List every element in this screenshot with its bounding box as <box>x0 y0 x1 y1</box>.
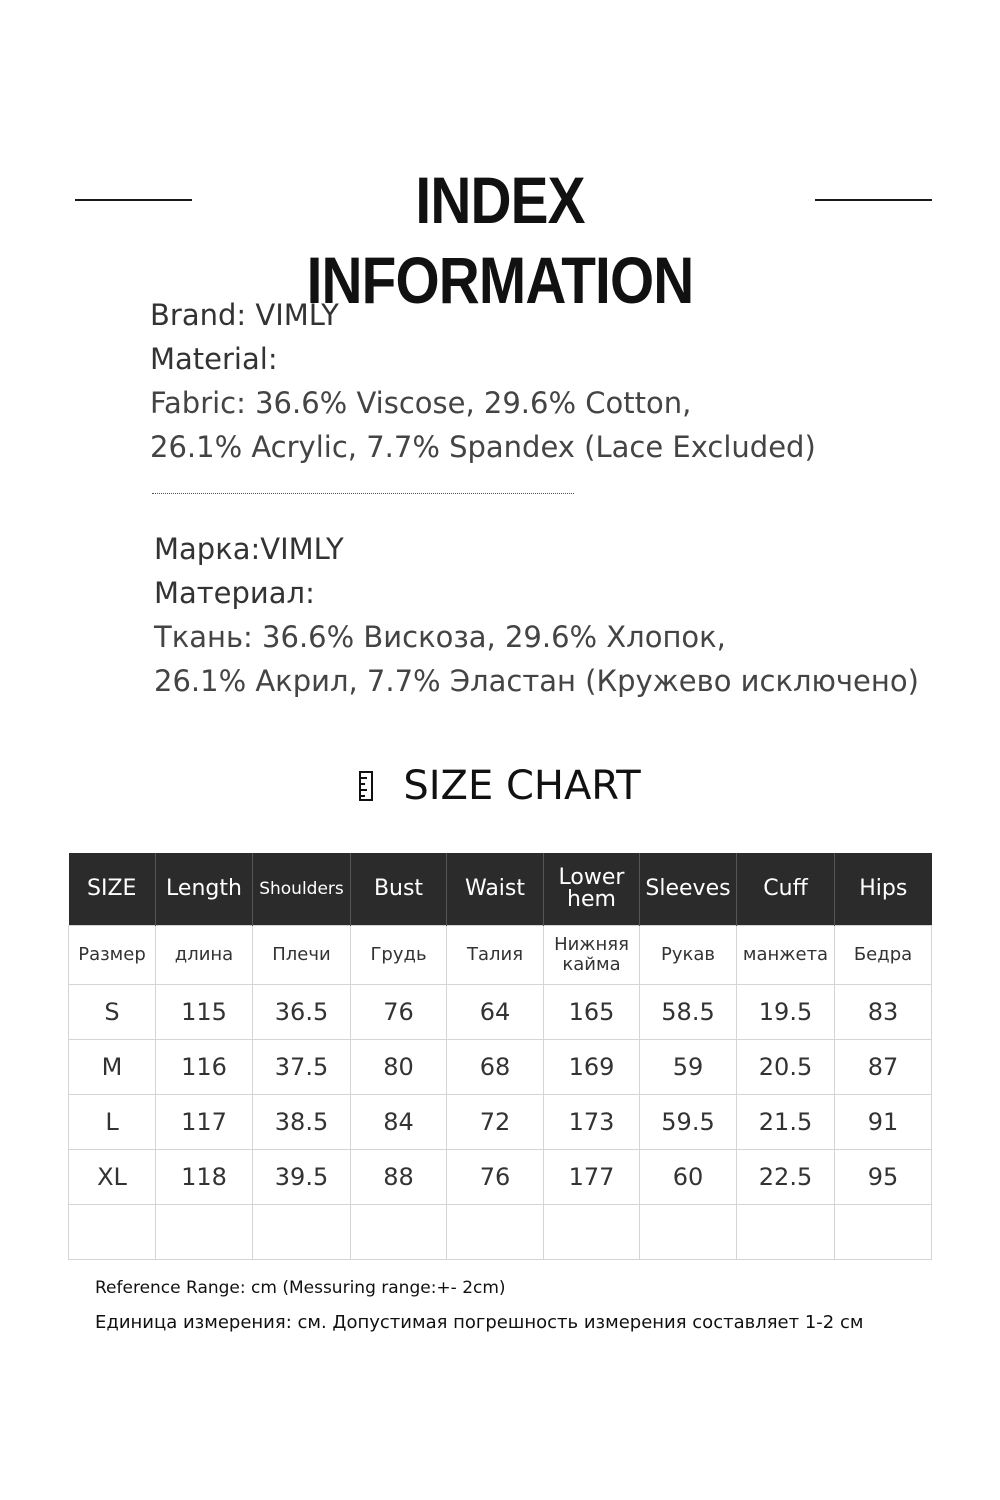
column-header-ru: Бедра <box>835 926 932 985</box>
info-english <box>150 293 970 469</box>
column-header: Sleeves <box>640 853 737 926</box>
table-cell: 72 <box>447 1095 544 1150</box>
size-chart-heading <box>0 758 1000 814</box>
page-title: INDEX INFORMATION <box>306 163 694 317</box>
brand-line-ru: Марка:VIMLY <box>154 532 344 566</box>
fabric-line-2-ru: 26.1% Акрил, 7.7% Эластан (Кружево исключено) <box>154 664 919 698</box>
table-cell <box>69 1205 156 1260</box>
table-row <box>69 1040 932 1095</box>
size-chart-title: SIZE CHART <box>403 763 641 809</box>
fabric-line-2: 26.1% Acrylic, 7.7% Spandex (Lace Excluded) <box>150 430 816 464</box>
column-header-ru: Рукав <box>640 926 737 985</box>
column-header-ru: Плечи <box>253 926 351 985</box>
table-row <box>69 985 932 1040</box>
table-cell: 117 <box>156 1095 253 1150</box>
column-header-ru: Талия <box>447 926 544 985</box>
table-row-empty <box>69 1205 932 1260</box>
size-table <box>68 853 932 1260</box>
fabric-line-1-ru: Ткань: 36.6% Вискоза, 29.6% Хлопок, <box>154 620 726 654</box>
table-cell: 169 <box>544 1040 640 1095</box>
column-header: Length <box>156 853 253 926</box>
table-cell: 21.5 <box>737 1095 835 1150</box>
table-cell: 165 <box>544 985 640 1040</box>
fabric-line-1: Fabric: 36.6% Viscose, 29.6% Cotton, <box>150 386 692 420</box>
table-cell: 22.5 <box>737 1150 835 1205</box>
table-cell: 20.5 <box>737 1040 835 1095</box>
table-cell: XL <box>69 1150 156 1205</box>
table-row <box>69 1095 932 1150</box>
table-cell: 58.5 <box>640 985 737 1040</box>
info-russian <box>154 527 974 703</box>
table-cell: 59 <box>640 1040 737 1095</box>
table-cell: 68 <box>447 1040 544 1095</box>
table-cell: 60 <box>640 1150 737 1205</box>
table-cell: 118 <box>156 1150 253 1205</box>
column-header-ru: Нижняя кайма <box>544 926 640 985</box>
table-cell: 39.5 <box>253 1150 351 1205</box>
table-header-row <box>69 853 932 926</box>
title-rule-right <box>815 199 932 201</box>
table-subheader-row <box>69 926 932 985</box>
table-cell: 88 <box>351 1150 447 1205</box>
column-header: Cuff <box>737 853 835 926</box>
table-cell: 59.5 <box>640 1095 737 1150</box>
column-header: Bust <box>351 853 447 926</box>
table-cell: 95 <box>835 1150 932 1205</box>
material-label: Material: <box>150 342 278 376</box>
table-cell: 76 <box>351 985 447 1040</box>
column-header: Shoulders <box>253 853 351 926</box>
material-label-ru: Материал: <box>154 576 315 610</box>
table-cell <box>544 1205 640 1260</box>
column-header: Waist <box>447 853 544 926</box>
table-cell: 36.5 <box>253 985 351 1040</box>
table-cell: 115 <box>156 985 253 1040</box>
table-cell <box>351 1205 447 1260</box>
column-header: Hips <box>835 853 932 926</box>
column-header-ru: Размер <box>69 926 156 985</box>
table-cell: 76 <box>447 1150 544 1205</box>
column-header-ru: манжета <box>737 926 835 985</box>
table-cell: 87 <box>835 1040 932 1095</box>
brand-line: Brand: VIMLY <box>150 298 339 332</box>
table-cell <box>447 1205 544 1260</box>
table-cell: 37.5 <box>253 1040 351 1095</box>
table-cell: 91 <box>835 1095 932 1150</box>
title-rule-left <box>75 199 192 201</box>
table-cell: M <box>69 1040 156 1095</box>
table-cell: 173 <box>544 1095 640 1150</box>
table-cell <box>737 1205 835 1260</box>
table-cell <box>253 1205 351 1260</box>
table-cell: 177 <box>544 1150 640 1205</box>
table-cell: L <box>69 1095 156 1150</box>
ruler-icon <box>359 771 373 801</box>
table-cell <box>156 1205 253 1260</box>
column-header: Lower hem <box>544 853 640 926</box>
reference-note-ru: Единица измерения: см. Допустимая погрешность измерения составляет 1-2 см <box>95 1312 864 1333</box>
column-header: SIZE <box>69 853 156 926</box>
table-cell: 19.5 <box>737 985 835 1040</box>
table-cell <box>835 1205 932 1260</box>
table-row <box>69 1150 932 1205</box>
table-cell: 38.5 <box>253 1095 351 1150</box>
table-cell: 83 <box>835 985 932 1040</box>
reference-note-en: Reference Range: cm (Messuring range:+- 2cm) <box>95 1278 506 1298</box>
table-cell: 80 <box>351 1040 447 1095</box>
table-cell: S <box>69 985 156 1040</box>
table-cell: 64 <box>447 985 544 1040</box>
column-header-ru: Грудь <box>351 926 447 985</box>
table-cell: 84 <box>351 1095 447 1150</box>
column-header-ru: длина <box>156 926 253 985</box>
table-cell <box>640 1205 737 1260</box>
section-divider <box>152 493 574 494</box>
table-cell: 116 <box>156 1040 253 1095</box>
